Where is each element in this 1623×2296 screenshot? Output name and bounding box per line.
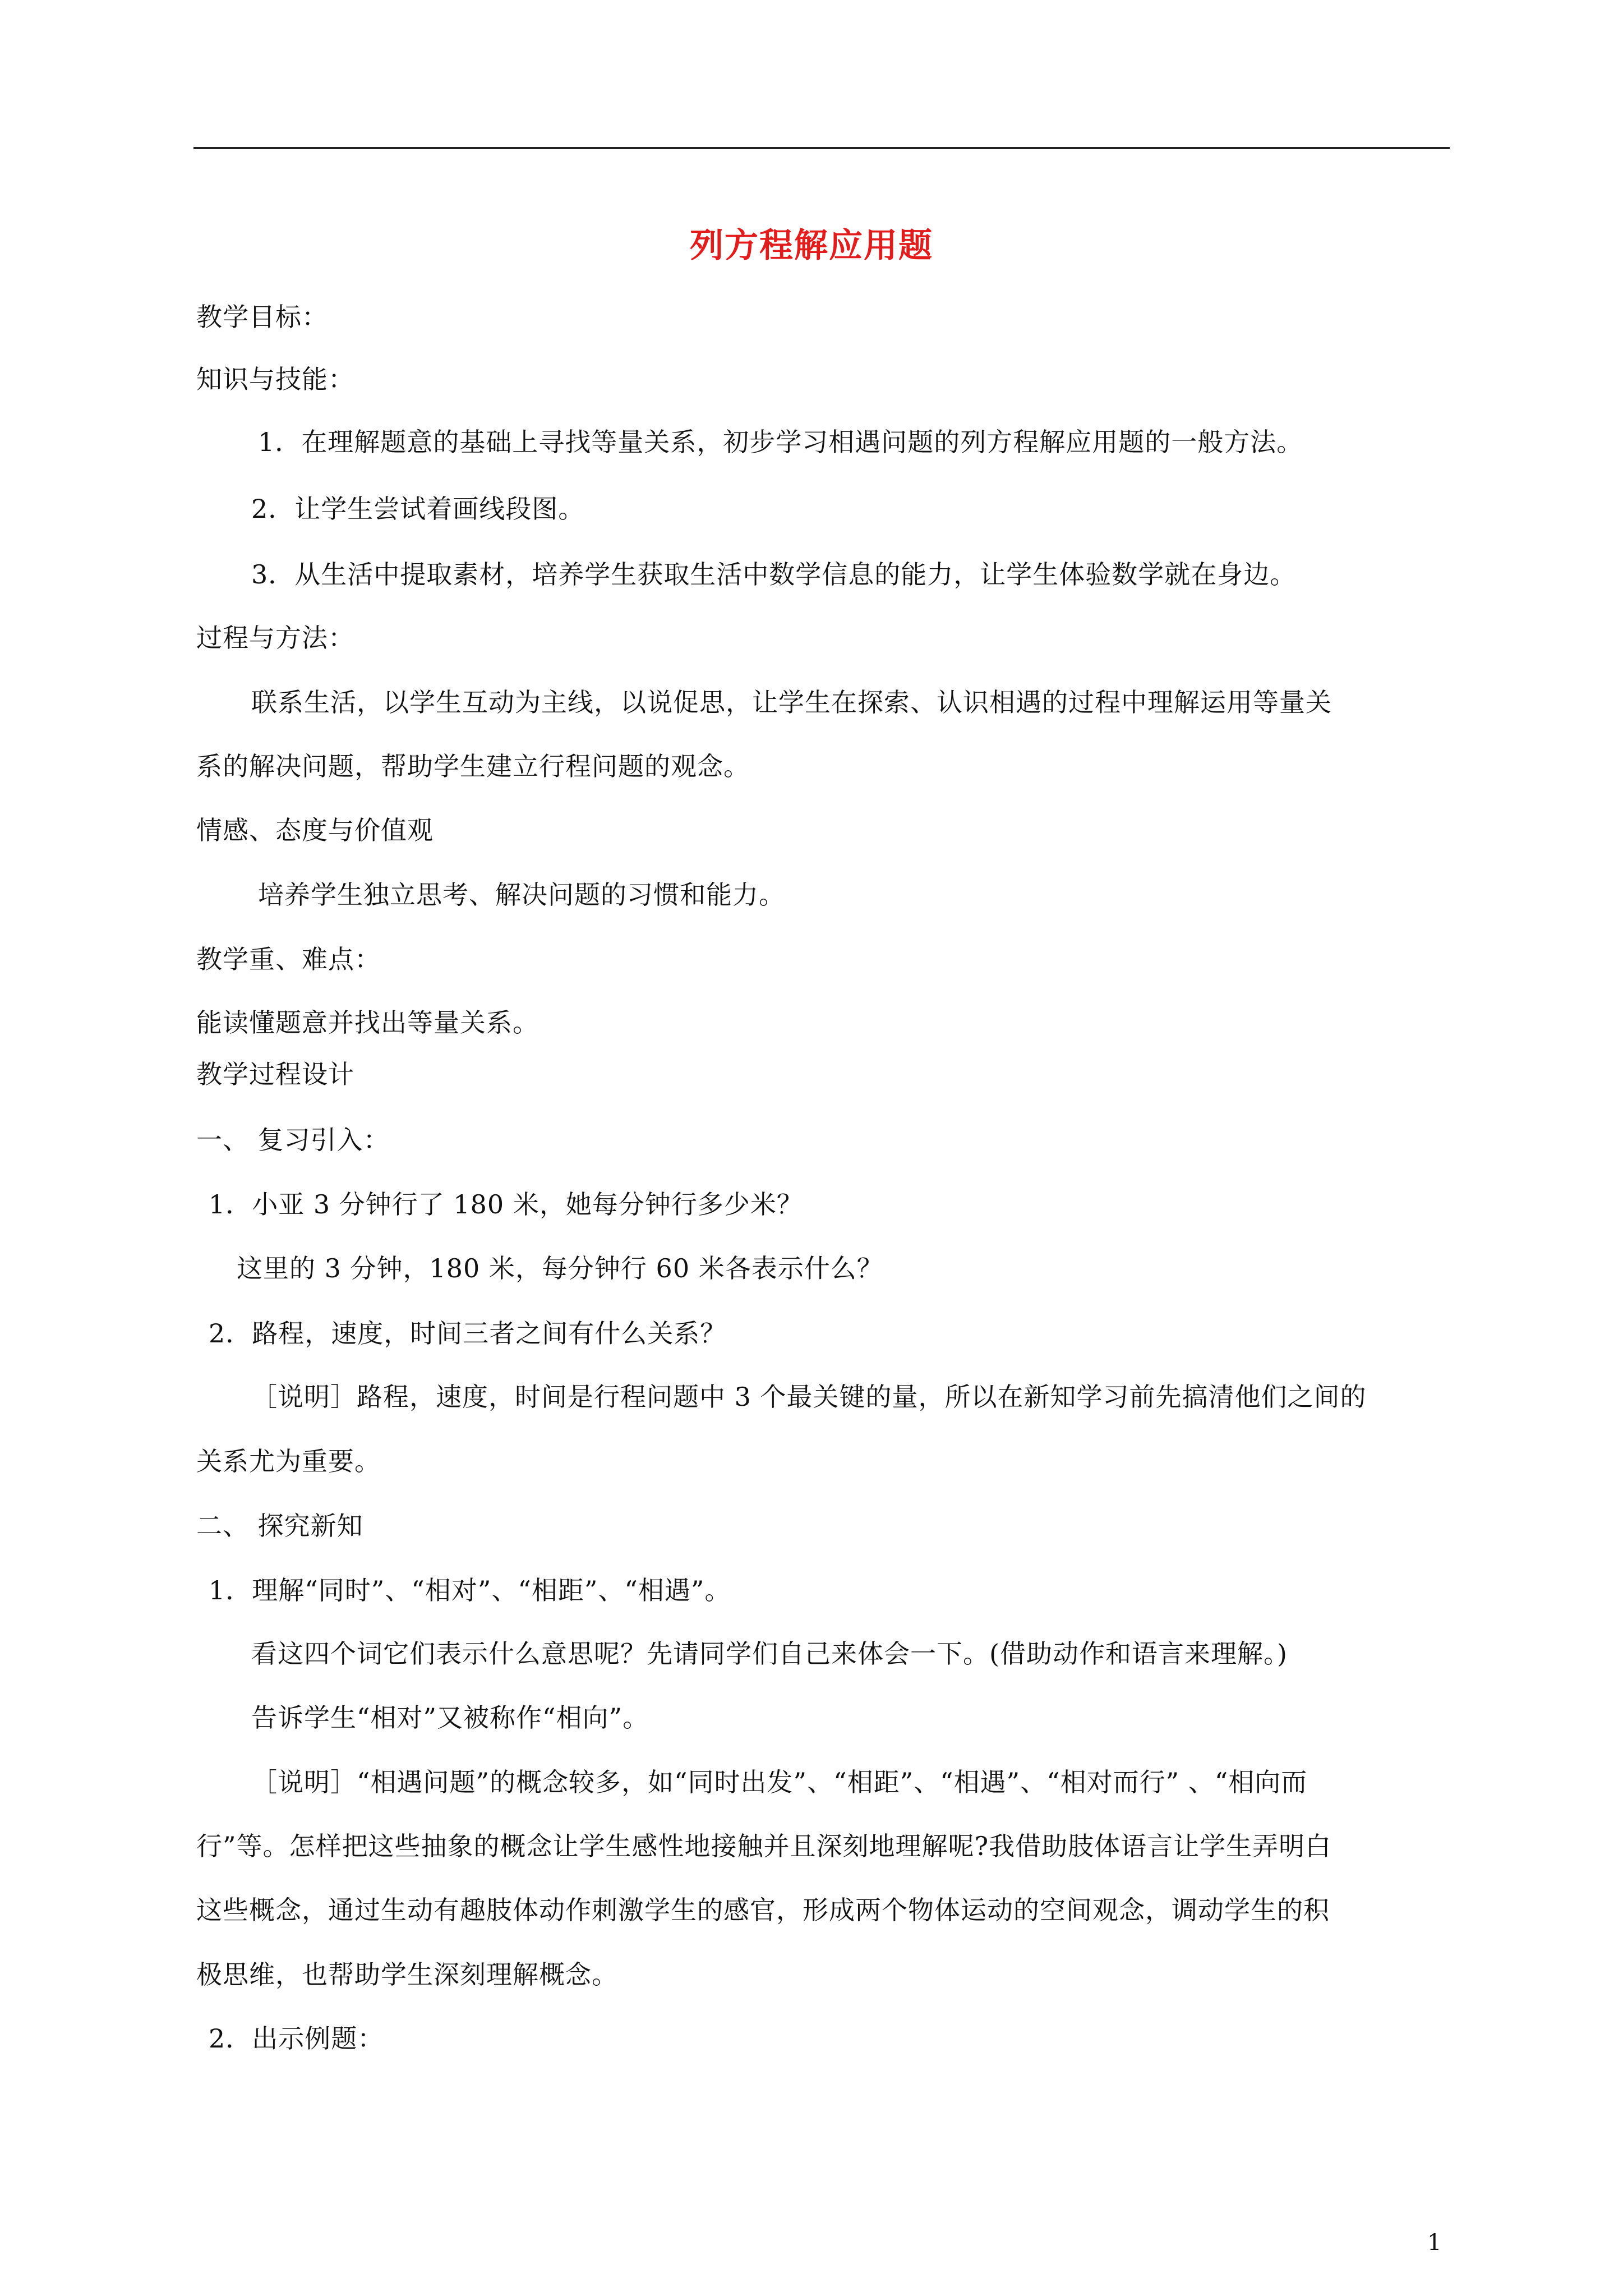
heading-knowledge-skills: 知识与技能： — [196, 364, 354, 394]
explore-item-2: 2．出示例题： — [209, 2023, 384, 2054]
explore-item-1-detail: 看这四个词它们表示什么意思呢？先请同学们自己来体会一下。(借助动作和语言来理解。) — [251, 1639, 1288, 1669]
goal-item-2: 2．让学生尝试着画线段图。 — [251, 494, 585, 524]
heading-key-points: 教学重、难点： — [196, 944, 381, 974]
heading-teaching-goals: 教学目标： — [196, 302, 328, 332]
review-question-2: 2．路程，速度，时间三者之间有什么关系？ — [209, 1318, 727, 1349]
review-note-line-1: ［说明］路程，速度，时间是行程问题中 3 个最关键的量，所以在新知学习前先搞清他们之间的 — [251, 1382, 1367, 1412]
key-points-text: 能读懂题意并找出等量关系。 — [196, 1007, 539, 1038]
explore-explanation-line-1: ［说明］“相遇问题”的概念较多，如“同时出发”、“相距”、“相遇”、“相对而行” 、“相向而 — [251, 1767, 1308, 1797]
heading-emotion-attitude: 情感、态度与价值观 — [196, 815, 434, 845]
heading-process-design: 教学过程设计 — [196, 1059, 354, 1089]
goal-item-3: 3．从生活中提取素材，培养学生获取生活中数学信息的能力，让学生体验数学就在身边。 — [251, 559, 1297, 590]
section-2-heading: 二、 探究新知 — [196, 1511, 363, 1541]
page-number: 1 — [1427, 2230, 1442, 2256]
review-question-1-followup: 这里的 3 分钟，180 米，每分钟行 60 米各表示什么？ — [237, 1253, 883, 1283]
review-question-1: 1．小亚 3 分钟行了 180 米，她每分钟行多少米？ — [209, 1189, 803, 1220]
emotion-paragraph: 培养学生独立思考、解决问题的习惯和能力。 — [258, 880, 785, 910]
explore-explanation-line-3: 这些概念，通过生动有趣肢体动作刺激学生的感官，形成两个物体运动的空间观念，调动学生的积 — [196, 1895, 1330, 1925]
review-note-line-2: 关系尤为重要。 — [196, 1446, 381, 1476]
explore-explanation-line-4: 极思维，也帮助学生深刻理解概念。 — [196, 1959, 618, 1990]
process-paragraph-line-1: 联系生活，以学生互动为主线，以说促思，让学生在探索、认识相遇的过程中理解运用等量关 — [251, 687, 1332, 717]
explore-item-1-note: 告诉学生“相对”又被称作“相向”。 — [251, 1703, 649, 1733]
heading-process-methods: 过程与方法： — [196, 623, 354, 653]
goal-item-1: 1．在理解题意的基础上寻找等量关系，初步学习相遇问题的列方程解应用题的一般方法。 — [258, 427, 1303, 457]
page-title: 列方程解应用题 — [690, 226, 933, 265]
explore-explanation-line-2: 行”等。怎样把这些抽象的概念让学生感性地接触并且深刻地理解呢?我借助肢体语言让学生弄明白 — [196, 1831, 1332, 1861]
section-1-heading: 一、 复习引入： — [196, 1125, 390, 1155]
header-rule — [193, 147, 1450, 149]
process-paragraph-line-2: 系的解决问题，帮助学生建立行程问题的观念。 — [196, 751, 750, 781]
explore-item-1: 1．理解“同时”、“相对”、“相距”、“相遇”。 — [209, 1575, 731, 1605]
